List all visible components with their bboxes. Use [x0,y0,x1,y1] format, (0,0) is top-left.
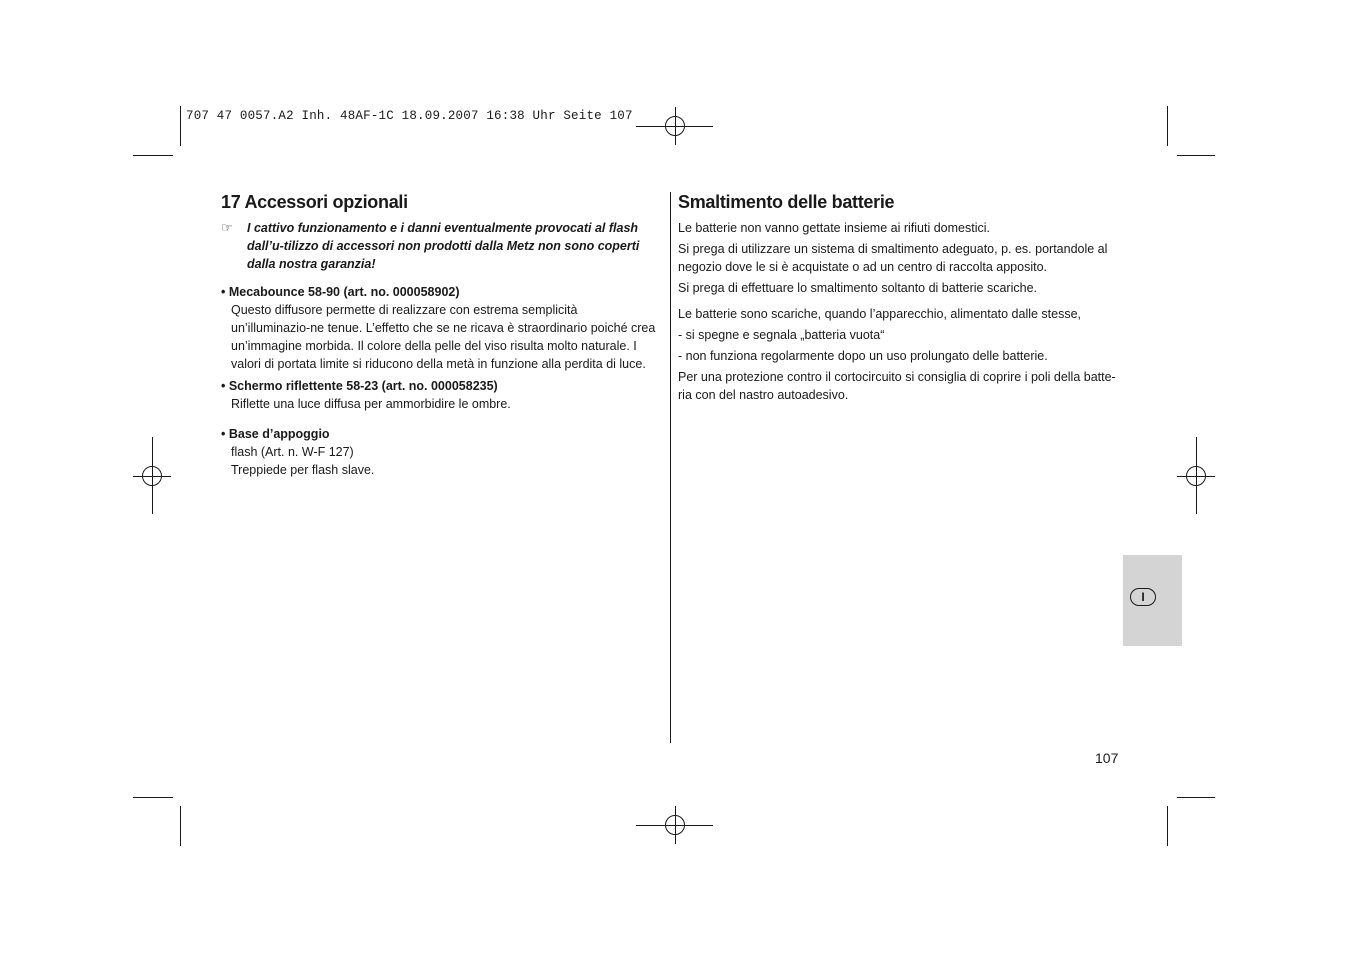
paragraph: Le batterie non vanno gettate insieme ai rifiuti domestici. [678,221,990,235]
list-item-base [221,425,659,479]
item-body: Questo diffusore permette di realizzare con estrema semplicità un’illuminazio-ne tenue. L’effetto che se ne ricava è straordinario poiché crea un’immagine morbida. Il colore della pelle del viso risulta molto naturale. I valori di portata limite si riducono della metà in funzione alla perdita di luce. [231,303,656,371]
section-heading: Smaltimento delle batterie [678,192,895,212]
language-tab [1123,555,1182,646]
pointing-hand-icon: ☞ [221,220,233,235]
column-divider [670,192,671,743]
crop-mark [1177,797,1215,798]
list-item-mecabounce [221,283,659,373]
warranty-note [221,219,659,273]
paragraph: Per una protezione contro il cortocircuito si consiglia di coprire i poli della batte-ria con del nastro autoadesivo. [678,370,1116,402]
crop-mark [1167,106,1168,146]
paragraph: - non funziona regolarmente dopo un uso prolungato delle batterie. [678,349,1048,363]
crop-mark [133,155,173,156]
section-heading: 17 Accessori opzionali [221,192,408,212]
paragraph: - si spegne e segnala „batteria vuota“ [678,328,885,342]
crop-mark [180,806,181,846]
left-column [221,192,659,483]
page-number: 107 [1095,750,1119,766]
print-slug: 707 47 0057.A2 Inh. 48AF-1C 18.09.2007 16:38 Uhr Seite 107 [186,109,633,123]
paragraph: Si prega di utilizzare un sistema di smaltimento adeguato, p. es. portandole al negozio dove le si è acquistate o ad un centro di raccolta apposito. [678,242,1108,274]
item-body-line: Treppiede per flash slave. [231,463,375,477]
list-item-reflector [221,377,659,413]
paragraph: Le batterie sono scariche, quando l’apparecchio, alimentato dalle stesse, [678,307,1082,321]
item-body-line: flash (Art. n. W-F 127) [231,445,354,459]
paragraph: Si prega di effettuare lo smaltimento soltanto di batterie scariche. [678,281,1037,295]
crop-mark [1167,806,1168,846]
note-text: I cattivo funzionamento e i danni eventualmente provocati al flash dall’u-tilizzo di accessori non prodotti dalla Metz non sono coperti dalla nostra garanzia! [247,221,640,271]
item-title: • Mecabounce 58-90 (art. no. 000058902) [221,285,460,299]
crop-mark [133,797,173,798]
item-body: Riflette una luce diffusa per ammorbidire le ombre. [231,397,511,411]
item-title: • Base d’appoggio [221,427,330,441]
right-column [678,192,1123,407]
item-title: • Schermo riflettente 58-23 (art. no. 000058235) [221,379,498,393]
language-badge: I [1130,588,1156,606]
crop-mark [1177,155,1215,156]
crop-mark [180,106,181,146]
